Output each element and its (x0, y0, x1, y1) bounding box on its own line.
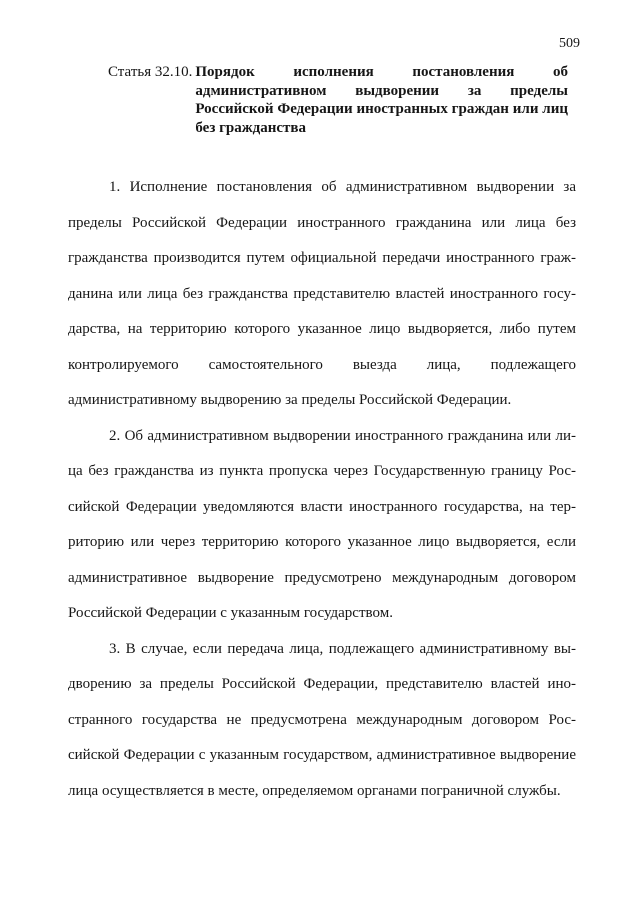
article-body (68, 170, 576, 809)
paragraph-2: 2. Об административном выдворении иностранного гражданина или лица без гражданства из пункта пропуска через Государственную границу Российской Федерации уведомляются власти иностранного государства, на территорию или через территорию которого указанное лицо выдворяется, если административное выдворение предусмотрено международным договором Российской Федерации с указанным государством. (68, 427, 576, 621)
page-number: 509 (559, 36, 580, 51)
paragraph-3: 3. В случае, если передача лица, подлежащего административному выдворению за пределы Российской Федерации, представителю властей иностранного государства не предусмотрена международным договором Российской Федерации с указанным государством, административное выдворение лица осуществляется в месте, определяемом органами пограничной службы. (68, 640, 576, 799)
paragraph-1: 1. Исполнение постановления об административном выдворении за пределы Российской Федерации иностранного гражданина или лица без гражданства производится путем официальной передачи иностранного гражданина или лица без гражданства представителю властей иностранного государства, на территорию которого указанное лицо выдворяется, либо путем контролируемого самостоятельного выезда лица, подлежащего административному выдворению за пределы Российской Федерации. (68, 179, 576, 408)
article-label: Статья 32.10. (108, 64, 193, 80)
article-title: Порядок исполнения постановления об административном выдворении за пределы Российской Федерации иностранных граждан или лиц без гражданства (195, 64, 568, 136)
article-heading (108, 63, 568, 137)
